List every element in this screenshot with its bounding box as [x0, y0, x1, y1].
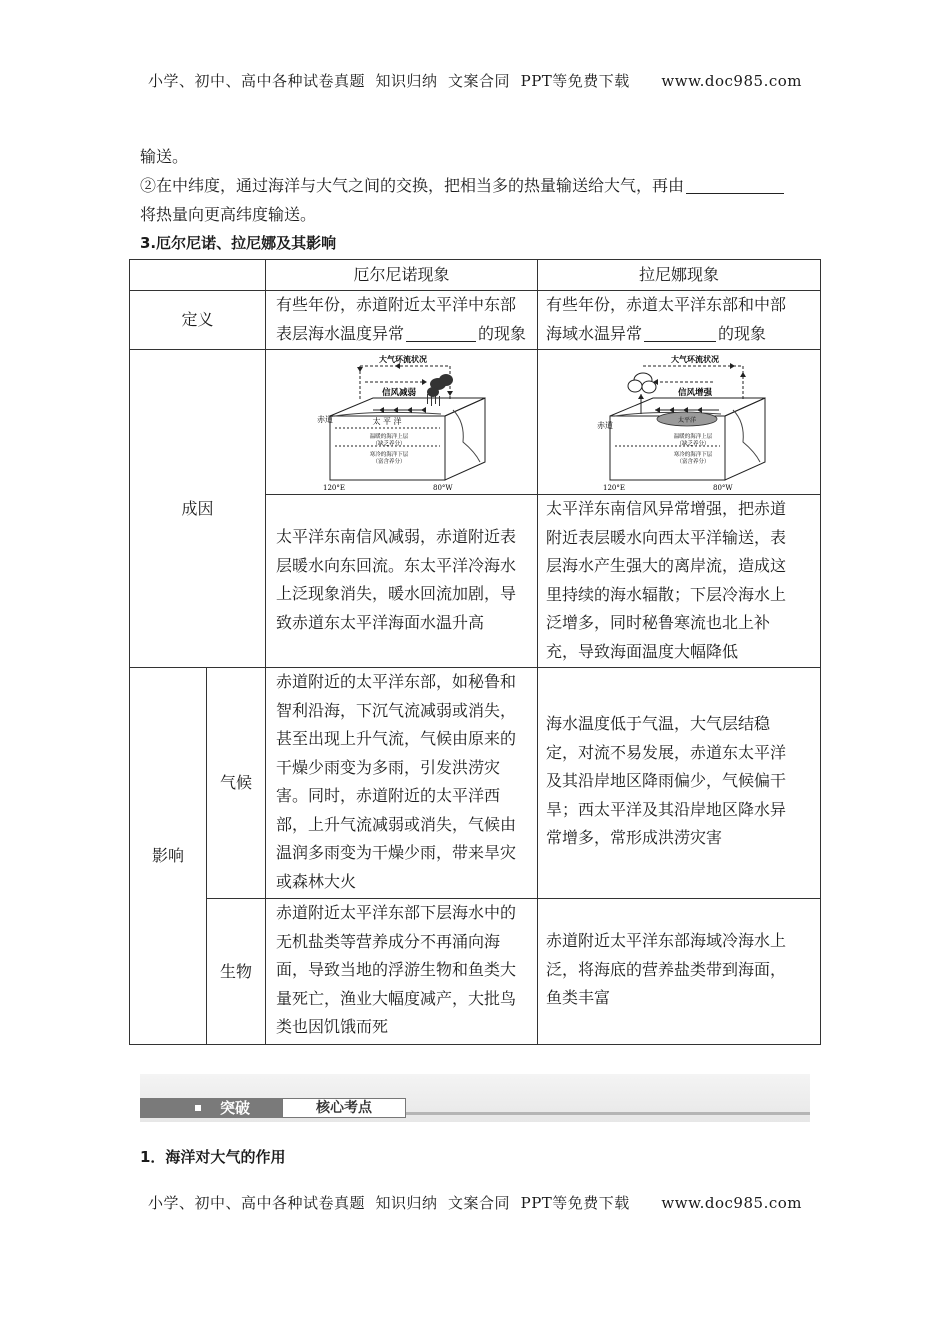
diagram-lon-right: 80°W — [713, 484, 733, 492]
bio-lanina-line: 赤道附近太平洋东部海域冷海水上 — [546, 931, 787, 950]
def-lanina-line-1: 有些年份，赤道太平洋东部和中部 — [546, 295, 787, 314]
diagram-equator-label: 赤道 — [597, 421, 613, 430]
diagram-upper-note: （缺乏养分） — [676, 441, 710, 447]
cause-lanina-line: 泛增多，同时秘鲁寒流也北上补 — [546, 613, 771, 632]
climate-elnino-line: 干燥少雨变为多雨，引发洪涝灾 — [276, 757, 501, 777]
intro-line-1: 输送。 — [140, 147, 189, 166]
climate-elnino-line: 害。同时，赤道附近的太平洋西 — [276, 786, 501, 805]
def-lanina-line-2 — [546, 320, 818, 349]
row-label-biology: 生物 — [219, 962, 252, 981]
def-elnino-suffix: 的现象 — [478, 323, 527, 343]
climate-elnino-line: 部，上升气流减弱或消失，气候由 — [276, 814, 517, 834]
diagram-ocean-label: 太 平 洋 — [372, 417, 402, 426]
climate-elnino-line: 温润多雨变为干燥少雨，带来旱灾 — [276, 843, 517, 862]
bio-elnino-line: 无机盐类等营养成分不再涌向海 — [276, 931, 501, 951]
diagram-lon-left: 120°E — [603, 484, 625, 492]
climate-lanina-line: 及其沿岸地区降雨偏少，气候偏干 — [546, 771, 787, 790]
diagram-equator-label: 赤道 — [317, 415, 333, 424]
climate-elnino-line: 智利沿海，下沉气流减弱或消失， — [276, 700, 517, 720]
diagram-lower-label: 寒冷的海洋下层 — [369, 452, 409, 458]
climate-elnino-line: 赤道附近的太平洋东部，如秘鲁和 — [276, 672, 517, 691]
col-header-elnino: 厄尔尼诺现象 — [353, 265, 450, 284]
climate-elnino — [276, 668, 534, 896]
banner-tag-block — [140, 1098, 282, 1118]
diagram-ocean-label: 太平洋 — [677, 417, 697, 424]
def-elnino — [276, 291, 534, 348]
bio-lanina-line: 鱼类丰富 — [546, 988, 611, 1007]
diagram-lower-label: 寒冷的海洋下层 — [673, 452, 713, 458]
climate-lanina — [546, 710, 818, 853]
cause-lanina — [546, 495, 818, 666]
diagram-lon-right: 80°W — [433, 484, 453, 492]
square-bullet-icon — [195, 1105, 201, 1111]
banner-tag: 突破 — [220, 1099, 251, 1117]
cause-lanina-line: 太平洋东南信风异常增强，把赤道 — [546, 499, 787, 518]
diagram-lower-note: （富含养分） — [372, 459, 406, 465]
bio-elnino-line: 面，导致当地的浮游生物和鱼类大 — [276, 960, 517, 979]
cause-lanina-line: 里持续的海水辐散；下层冷海水上 — [546, 584, 787, 604]
def-lanina-text: 海域水温异常 — [546, 323, 643, 343]
cause-lanina-line: 附近表层暖水向西太平洋输送，表 — [546, 527, 787, 547]
bio-elnino — [276, 899, 534, 1042]
diagram-wind-label: 信风减弱 — [381, 388, 417, 398]
intro-line-3: 将热量向更高纬度输送。 — [140, 205, 317, 224]
col-header-lanina: 拉尼娜现象 — [638, 265, 719, 284]
def-lanina-suffix: 的现象 — [718, 323, 767, 343]
diagram-upper-label: 温暖的海洋上层 — [369, 434, 409, 440]
climate-elnino-line: 甚至出现上升气流，气候由原来的 — [276, 729, 517, 748]
row-label-impact: 影响 — [151, 846, 184, 865]
bio-elnino-line: 赤道附近太平洋东部下层海水中的 — [276, 903, 517, 922]
def-lanina — [546, 291, 818, 348]
fill-blank — [406, 325, 476, 342]
cause-elnino-line: 上泛现象消失，暖水回流加剧，导 — [276, 584, 517, 603]
cause-elnino-line: 太平洋东南信风减弱，赤道附近表 — [276, 527, 517, 546]
cause-elnino-line: 致赤道东太平洋海面水温升高 — [276, 612, 485, 632]
subheading: 1．海洋对大气的作用 — [140, 1148, 286, 1166]
bio-lanina — [546, 927, 818, 1013]
section-banner — [140, 1074, 810, 1122]
diagram-title: 大气环流状况 — [671, 354, 719, 364]
diagram-lon-left: 120°E — [323, 484, 345, 492]
def-elnino-line-2 — [276, 320, 534, 349]
climate-elnino-line: 或森林大火 — [276, 871, 357, 891]
cause-lanina-line: 层海水产生强大的离岸流，造成这 — [546, 556, 787, 575]
diagram-lower-note: （富含养分） — [676, 459, 710, 465]
lanina-diagram — [595, 352, 770, 492]
bio-elnino-line: 量死亡，渔业大幅度减产，大批鸟 — [276, 988, 517, 1008]
cause-lanina-line: 充，导致海面温度大幅降低 — [546, 641, 739, 661]
cause-elnino-line: 层暖水向东回流。东太平洋冷海水 — [276, 555, 517, 575]
diagram-upper-note: （缺乏养分） — [372, 441, 406, 447]
diagram-title: 大气环流状况 — [379, 354, 427, 364]
diagram-wind-label: 信风增强 — [677, 388, 713, 398]
diagram-upper-label: 温暖的海洋上层 — [673, 434, 713, 440]
banner-title: 核心考点 — [316, 1100, 372, 1116]
climate-lanina-line: 定，对流不易发展，赤道东太平洋 — [546, 742, 787, 762]
section-heading: 3.厄尔尼诺、拉尼娜及其影响 — [140, 234, 337, 252]
page-header: 小学、初中、高中各种试卷真题 知识归纳 文案合同 PPT等免费下载 www.doc985.com — [147, 72, 802, 90]
def-elnino-text: 表层海水温度异常 — [276, 323, 405, 343]
elnino-diagram — [315, 352, 490, 492]
fill-blank — [644, 325, 716, 342]
row-label-definition: 定义 — [181, 310, 214, 329]
climate-lanina-line: 海水温度低于气温，大气层结稳 — [546, 714, 771, 733]
climate-lanina-line: 旱；西太平洋及其沿岸地区降水异 — [546, 799, 787, 819]
cause-elnino — [276, 523, 534, 637]
row-label-cause: 成因 — [181, 499, 214, 518]
page-footer: 小学、初中、高中各种试卷真题 知识归纳 文案合同 PPT等免费下载 www.doc985.com — [147, 1194, 802, 1212]
climate-lanina-line: 常增多，常形成洪涝灾害 — [546, 828, 723, 847]
bio-elnino-line: 类也因饥饿而死 — [276, 1017, 389, 1036]
row-label-climate: 气候 — [219, 773, 252, 792]
def-elnino-line-1: 有些年份，赤道附近太平洋中东部 — [276, 295, 517, 314]
bio-lanina-line: 泛，将海底的营养盐类带到海面， — [546, 959, 787, 979]
banner-rule — [406, 1112, 810, 1115]
intro-line-2-text: ②在中纬度，通过海洋与大气之间的交换，把相当多的热量输送给大气，再由 — [140, 176, 685, 195]
